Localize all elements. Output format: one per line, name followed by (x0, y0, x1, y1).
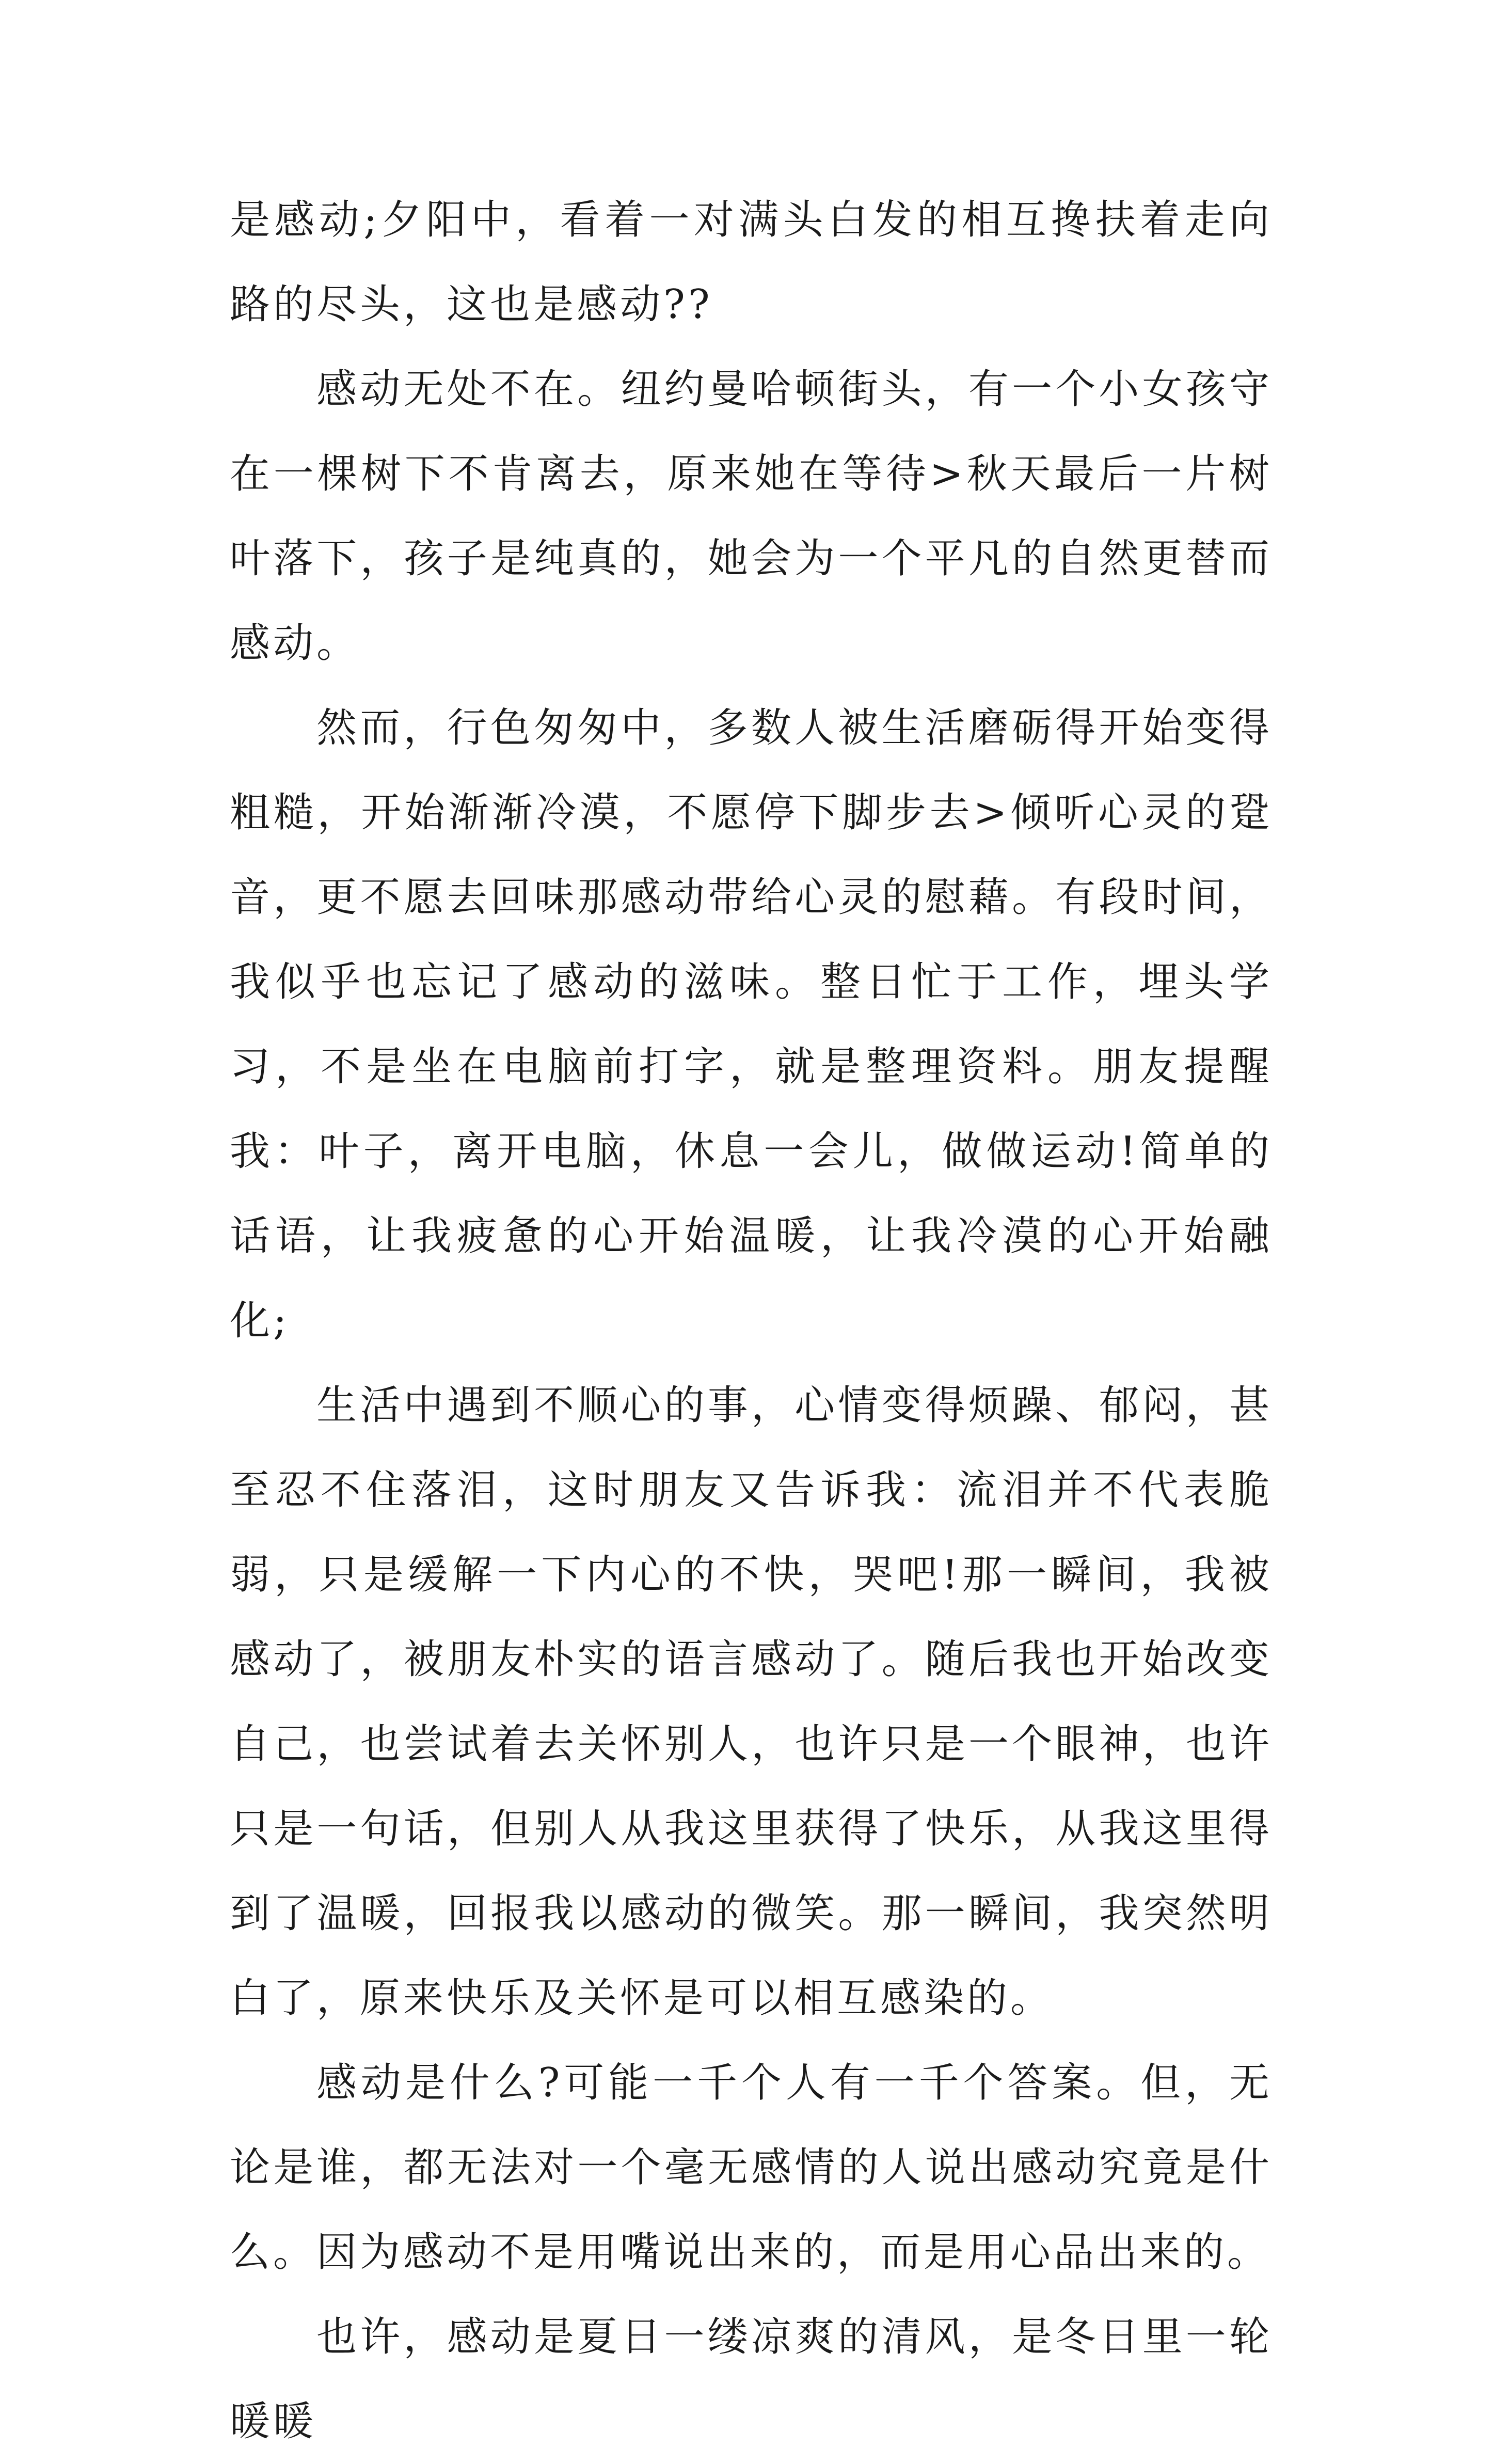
paragraph: 然而，行色匆匆中，多数人被生活磨砺得开始变得粗糙，开始渐渐冷漠，不愿停下脚步去>倾听心灵的跫音，更不愿去回味那感动带给心灵的慰藉。有段时间，我似乎也忘记了感动的滋味。整日忙于工作，埋头学习，不是坐在电脑前打字，就是整理资料。朋友提醒我：叶子，离开电脑，休息一会儿，做做运动!简单的话语，让我疲惫的心开始温暖，让我冷漠的心开始融化; (230, 705, 1273, 1344)
paragraph-truncated: 也许，感动是夏日一缕凉爽的清风，是冬日里一轮暖暖 (230, 2314, 1273, 2445)
paragraph-continued: 是感动;夕阳中，看着一对满头白发的相互搀扶着走向路的尽头，这也是感动?? (230, 197, 1273, 328)
paragraph: 感动无处不在。纽约曼哈顿街头，有一个小女孩守在一棵树下不肯离去，原来她在等待>秋天最后一片树叶落下，孩子是纯真的，她会为一个平凡的自然更替而感动。 (230, 366, 1273, 667)
paragraph: 生活中遇到不顺心的事，心情变得烦躁、郁闷，甚至忍不住落泪，这时朋友又告诉我：流泪并不代表脆弱，只是缓解一下内心的不快，哭吧!那一瞬间，我被感动了，被朋友朴实的语言感动了。随后我也开始改变自己，也尝试着去关怀别人，也许只是一个眼神，也许只是一句话，但别人从我这里获得了快乐，从我这里得到了温暖，回报我以感动的微笑。那一瞬间，我突然明白了，原来快乐及关怀是可以相互感染的。 (230, 1382, 1273, 2021)
document-body (230, 178, 1273, 2464)
paragraph: 感动是什么?可能一千个人有一千个答案。但，无论是谁，都无法对一个毫无感情的人说出感动究竟是什么。因为感动不是用嘴说出来的，而是用心品出来的。 (230, 2060, 1273, 2276)
